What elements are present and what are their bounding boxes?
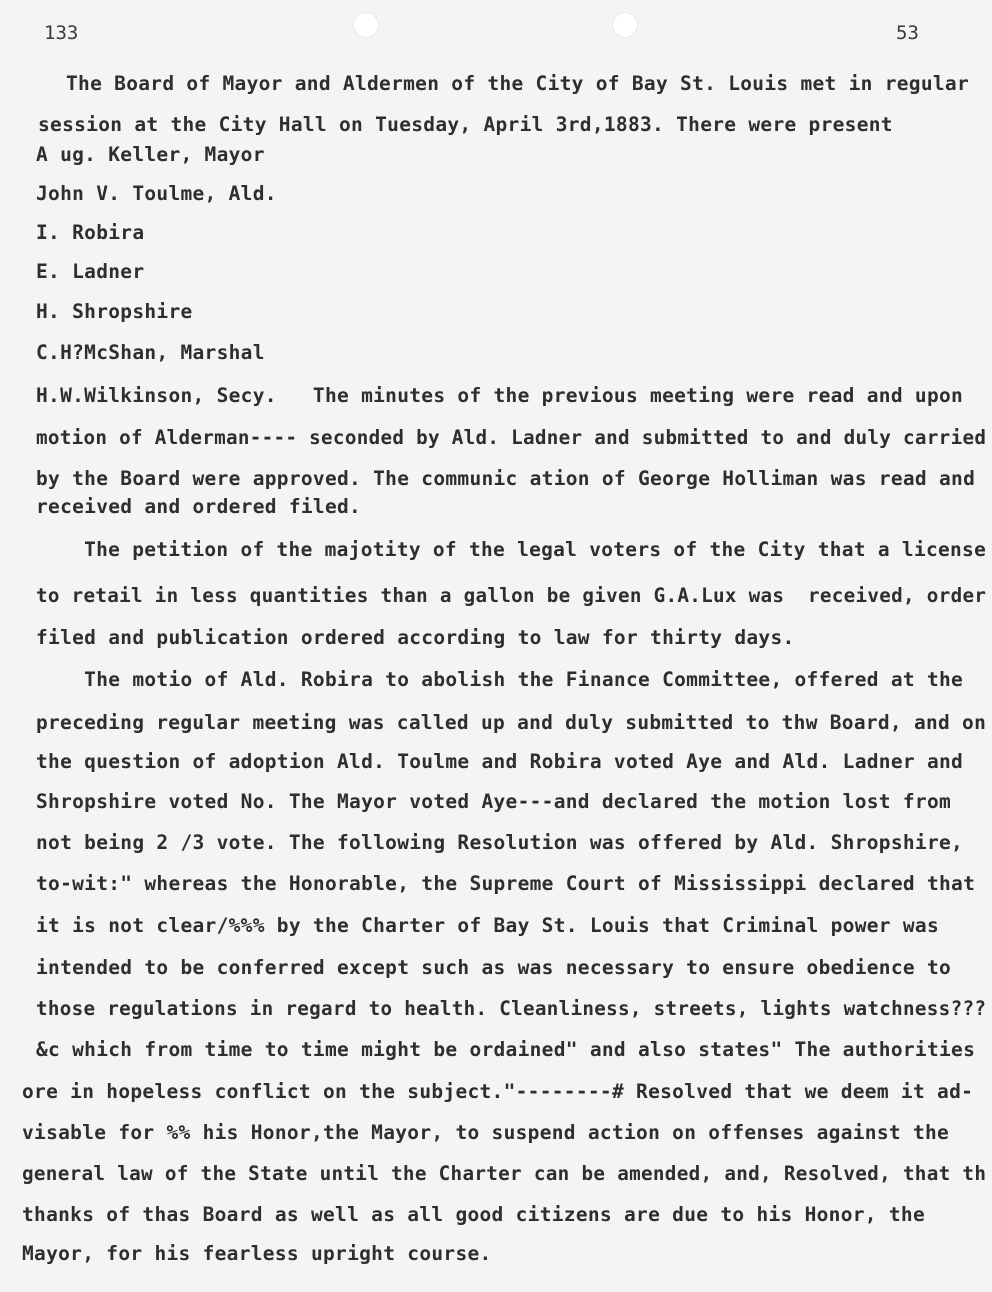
text-line: by the Board were approved. The communic ation of George Holliman was read and [36, 467, 976, 490]
text-line: those regulations in regard to health. Cleanliness, streets, lights watchness??? [36, 997, 987, 1020]
text-line: thanks of thas Board as well as all good citizens are due to his Honor, the [22, 1203, 925, 1226]
page-number-right: 53 [896, 22, 919, 44]
text-line: visable for %% his Honor,the Mayor, to suspend action on offenses against the [22, 1121, 950, 1144]
page-number-left: 133 [44, 22, 79, 44]
text-line: intended to be conferred except such as was necessary to ensure obedience to [36, 956, 952, 979]
text-line: H.W.Wilkinson, Secy. The minutes of the previous meeting were read and upon [36, 384, 964, 407]
text-line: session at the City Hall on Tuesday, April 3rd,1883. There were present [38, 113, 893, 136]
text-line: &c which from time to time might be ordained" and also states" The authorities [36, 1038, 976, 1061]
text-line: general law of the State until the Charter can be amended, and, Resolved, that th [22, 1162, 987, 1185]
punch-hole [612, 12, 638, 38]
text-line: filed and publication ordered according to law for thirty days. [36, 626, 795, 649]
attendee-line: John V. Toulme, Ald. [36, 182, 277, 205]
text-line: to-wit:" whereas the Honorable, the Supreme Court of Mississippi declared that [36, 872, 976, 895]
text-line: The motio of Ald. Robira to abolish the Finance Committee, offered at the [36, 668, 964, 691]
text-line: it is not clear/%%% by the Charter of Bay St. Louis that Criminal power was [36, 914, 939, 937]
text-line: motion of Alderman---- seconded by Ald. Ladner and submitted to and duly carried [36, 426, 987, 449]
attendee-line: H. Shropshire [36, 300, 193, 323]
text-line: Mayor, for his fearless upright course. [22, 1242, 492, 1265]
text-line: to retail in less quantities than a gallon be given G.A.Lux was received, order [36, 584, 987, 607]
text-line: not being 2 /3 vote. The following Resolution was offered by Ald. Shropshire, [36, 831, 964, 854]
text-line: Shropshire voted No. The Mayor voted Aye---and declared the motion lost from [36, 790, 952, 813]
attendee-line: I. Robira [36, 221, 145, 244]
text-line: The petition of the majotity of the legal voters of the City that a license [36, 538, 987, 561]
attendee-line: A ug. Keller, Mayor [36, 143, 265, 166]
text-line: preceding regular meeting was called up and duly submitted to thw Board, and on [36, 711, 987, 734]
punch-hole [353, 12, 379, 38]
text-line: The Board of Mayor and Aldermen of the City of Bay St. Louis met in regular [66, 72, 969, 95]
text-line: the question of adoption Ald. Toulme and Robira voted Aye and Ald. Ladner and [36, 750, 964, 773]
attendee-line: E. Ladner [36, 260, 145, 283]
text-line: ore in hopeless conflict on the subject."--------# Resolved that we deem it ad- [22, 1080, 974, 1103]
attendee-line: C.H?McShan, Marshal [36, 341, 265, 364]
text-line: received and ordered filed. [36, 495, 362, 518]
